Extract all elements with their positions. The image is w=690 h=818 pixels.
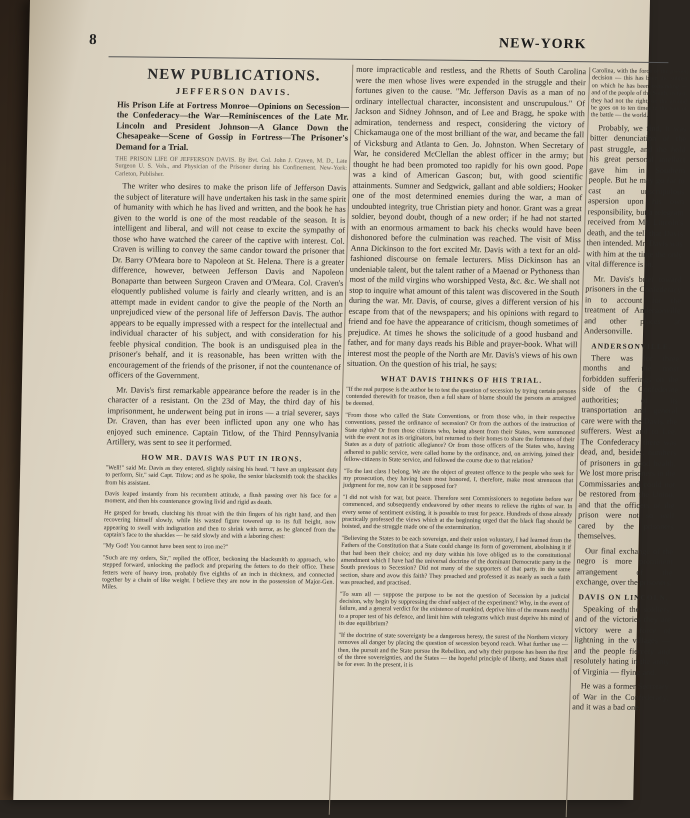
paragraph: "I did not wish for war, but peace. Therefore sent Commissioners to negotiate before war commenced, and subsequently endeavored by other means to relieve the rights of war. In every sense of sentiment existing, it is possible to trust for peace. Hundreds of those already practically professed the views which at the beginning urged that the black flag should be hoisted, and the struggle made one of the extermination. <box>341 493 573 532</box>
article-deck: His Prison Life at Fortress Monroe—Opinions on Secession—the Confederacy—the War—Reminiscences of the Late Mr. Lincoln and President Johnson—A Glance Down the Chesapeake—Scene of Gossip in Fortress—The Prisoner's Demand for a Trial. <box>115 99 350 152</box>
newspaper-page <box>13 0 689 800</box>
paragraph: "Such are my orders, Sir," replied the officer, beckoning the blacksmith to approach, who stepped forward, unlocking the padlock and preparing the fetters to do their office. These fetters were of heavy iron, probably five eighths of an inch in thickness, and connected together by a chain of like weight. I believe they are now in the possession of Major-Gen. Miles. <box>101 554 335 591</box>
article-subtitle: JEFFERSON DAVIS. <box>175 85 292 98</box>
section-subhead: DAVIS ON LINCOLN. <box>578 592 669 603</box>
paragraph: "Well!" said Mr. Davis as they entered, slightly raising his head. "I have an unpleasant duty to perform, Sir," said Capt. Titlow; and as he spoke, the senior blacksmith took the shackles from his assistant. <box>105 464 338 487</box>
paragraph: "From those who called the State Conventions, or from those who, in their respective conventions, passed the ordinance of secession? Or from the authors of the instruction of State rights? Or from those citizens who, being absent from their States, were summoned with the event not as its originators, but returned to their homes to share the fortunes of their States as a duty of patriotic allegiance? Or from those officers of the States who, having adhered to public service, were called home by the ordinance, and, on arriving, joined their fellow-citizens in State service, and followed the course due to that relation? <box>343 411 576 465</box>
book-imprint: THE PRISON LIFE OF JEFFERSON DAVIS. By Bvt. Col. John J. Craven, M. D., Late Surgeon U. S. Vols., and Physician of the Prisoner during his Confinement. New-York: Carleton, Publisher. <box>114 155 348 178</box>
paragraph: "To sum all — suppose the purpose to be not the question of Secession by a judicial decision, why begin by suppressing the chief subject of the experiment? Why, in the event of failure, and a general verdict for the existence of mankind, deprive him of the means needful to a proper test of his defence, and limit him with telegrams which must deprive his mind of its due equilibrium? <box>338 590 570 628</box>
paragraph: "If the real purpose is the author be to test the question of secession by trying certain persons contended therewith for treason, then a full share of blame should the persons as arraigned be deemed. <box>345 385 577 408</box>
paragraph: "My God! You cannot have been sent to iron me?" <box>103 542 229 552</box>
paragraph: He was a former Secretary of War in the Confederacy, and it was a bad one. <box>572 681 669 713</box>
page-content <box>65 32 689 818</box>
paragraph: "If the doctrine of state sovereignty be a dangerous heresy, the surest of the Northern victory removes all danger by placing the question of secession beyond reach. What further use — then, the pursuit and the State pursue the Rebellion, and why their purpose has been the first of the three sovereignties, and the States — the hopeful principle of liberty, and States shall be for ever. In the present, it is <box>337 631 569 669</box>
column-1 <box>95 62 350 814</box>
paragraph: Mr. Davis's first remarkable appearance before the reader is in the character of a resistant. On the 23d of May, the third day of his imprisonment, he underwent being put in irons — a trial severer, says Dr. Craven, than has ever been inflicted upon any one who has enjoyed such eminence. Captain Titlow, of the Third Pennsylvania Artillery, was sent to see it performed. <box>106 385 341 448</box>
column-2 <box>333 65 587 817</box>
paragraph: Carolina, with the force of the present decision — this has been the subject on which he has been contending — and of the people of the South, in fact, they had not the right; on the ground he goes on to ten times in the way of the battle — the world. <box>590 67 689 120</box>
paragraph: Mr. Davis's brief toward prisoners in the Confederacy in to account for the treatment of Andersonville and other places at Andersonville. <box>583 274 682 337</box>
header-rule <box>109 56 669 63</box>
paragraph: more impracticable and restless, and the Rhetts of South Carolina were the men whose lives were expended in the struggle and their fortunes given to the cause. "Mr. Jefferson Davis as a man of no ordinary intellectual character, inconsistent and unscrupulous." Of Jackson and Sidney Johnson, and of Lee and Bragg, he spoke with admiration, tenderness and respect, considering the victory of Chickamauga one of the most brilliant of the war, and became the fall of Vicksburg and Atlanta to Gen. Jo. Johnston. When Secretary of War, he considered McClellan the ablest officer in the army; but thought he had been promoted too rapidly for his own good. Pope was a kind of American Gascon; but, with good scientific attainments. Sumner and Sedgwick, gallant and able soldiers; Hooker one of the most determined enemies during the war, a man of undoubted integrity, true Christian piety and honor. Grant was a great soldier, beyond doubt, though of a new order; if he had not started with an enormous armament to back his checks would have been dishonored before the culmination was reached. The visit of Miss Anna Dickinson to the fort excited Mr. Davis with a text for an old-fashioned discourse on female lecturers. Miss Dickinson has an undeniable talent, but the talent rather of a Maenad or Pythoness than most of the mild virgins who worshipped Vesta, &c. &c. We shall not stop to inquire what amount of this talent was discovered in the South during the war. Mr. Davis, of course, gives a different version of his escape from that of the newspapers; and his opinions with regard to friend and foe have the appearance of criticism, though sometimes of prejudice. At times he shows the solicitude of a good husband and father, and for many days reads his Bible and prayer-book. What will interest most the people of the North are Mr. Davis's views of his own situation. On the question of his trial, he says: <box>346 64 587 370</box>
paragraph: Speaking of the soldiers, and of the victories they are victory were a force of lightning in the villages — and the people fiercely and resolutely hating in the army of Virginia — flying and. <box>573 604 672 677</box>
page-number: 8 <box>88 32 97 49</box>
section-subhead: WHAT DAVIS THINKS OF HIS TRIAL. <box>380 373 543 385</box>
masthead: NEW-YORK <box>498 36 587 53</box>
paragraph: Our final exchange of the negro is more prominent arrangement of the exchange, over the prisoners. <box>575 546 674 588</box>
paragraph: "Believing the States to be each sovereign, and their union voluntary, I had learned from the Fathers of the Constitution that a State could change its form of government, abolishing it if that had been their choice; and my duty within his love obliged us to the constitutional amendment which I have had the universal doctrine of the dominant Democratic party in the South previous to Secession? Did not many of the supporters of that party, in the same section, share and avow this faith? They preached and professed it as nearly as such a faith was preached, and practised. <box>339 534 572 587</box>
paragraph: Probably, we find, it was bitter denunciation of the past struggle, and the hold his great personal intellect gave him in Southern people. But he may go far to cast an unscrupulous aspersion upon his own responsibility, but a telegram received from Mr. Lincoln's death, and the tell that Davis then intended. Mr. Davis was with him at the time the only vital difference is in. <box>585 123 687 270</box>
section-subhead: ANDERSONVILLE. <box>591 341 672 352</box>
paragraph: "To the last class I belong. We are the object of greatest offence to the people who seek for my prosecution, they having been most honored, I, therefore, make most strenuous that judgment for me, now can it be supposed for? <box>342 467 574 491</box>
paragraph: Davis leaped instantly from his recumbent attitude, a flush passing over his face for a moment, and then his countenance growing livid and rigid as death. <box>104 490 337 507</box>
section-subhead: HOW MR. DAVIS WAS PUT IN IRONS. <box>141 452 303 464</box>
paragraph: He gasped for breath, clutching his throat with the thin fingers of his right hand, and then recovering himself slowly, while his wasted figure towered up to its full height, now appearing to swell with indignation and then to shrink with terror, as he glanced from the captain's face to the shackles — he said slowly and with a laboring chest: <box>103 509 337 541</box>
section-title: NEW PUBLICATIONS. <box>147 66 321 85</box>
paragraph: There was for three months and the most forbidden sufferings on the side of the Confederate authorities; of its transportation and general care were with the Davis, the sufferers. West and to Lee. The Confederacy there was dead, and, besides, numbers of prisoners in good health. We lost more prisoners in the Commissaries and could not be restored from the Union, and that the officers of the prison were not so well cared by the prisoners themselves. <box>577 353 680 541</box>
paragraph: The writer who desires to make the prison life of Jefferson Davis the subject of literature will have undertaken his task in the same spirit of humanity with which he has lived and written, and the book he has given to the world is one of the most readable of the season. It is intelligent and liberal, and will not cease to excite the sympathy of those who have watched the career of the captive with interest. Col. Craven is willing to convey the same candor toward the prisoner that Dr. Barry O'Meara bore to Napoleon at St. Helena. There is a greater difference, however, between Jefferson Davis and Napoleon Bonaparte than between Surgeon Craven and O'Meara. Col. Craven's eloquently published volume is fairly and clearly written, and is an attempt made in evident candor to give the people of the North an unprejudiced view of the personal life of Jefferson Davis. The author appears to be equally impressed with a respect for the intellectual and individual character of his subject, and with consideration for his feeble physical condition. The book is an undisguised plea in the prisoner's behalf, and it is reasonable, has been written with the encouragement of the friends of the prisoner, if not the countenance of officers of the Government. <box>108 181 347 381</box>
